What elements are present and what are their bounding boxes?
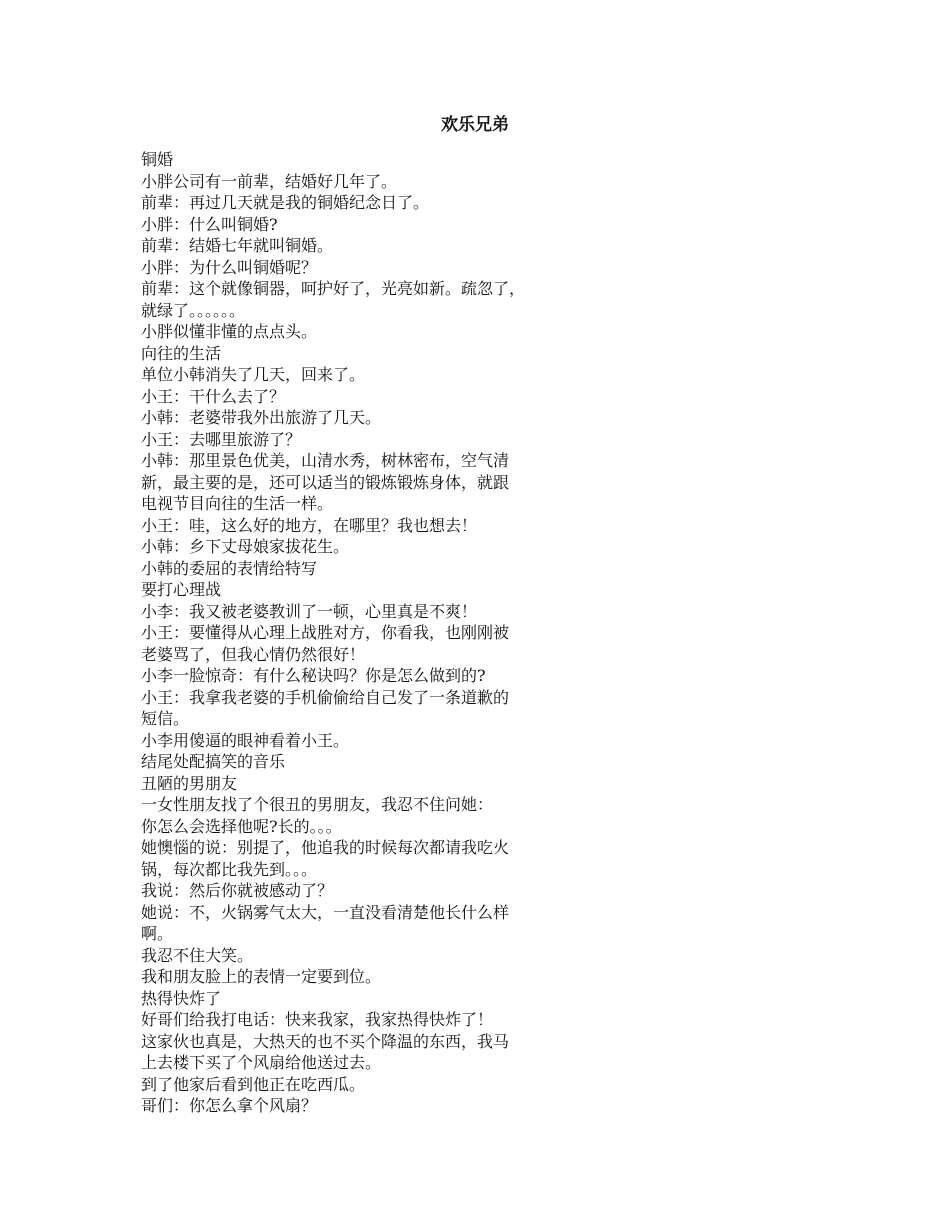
text-line: 前辈：结婚七年就叫铜婚。: [141, 236, 334, 255]
text-line: 小韩：老婆带我外出旅游了几天。: [141, 408, 382, 427]
text-line: 小王：哇，这么好的地方，在哪里？我也想去！: [141, 515, 478, 535]
text-line: 小李：我又被老婆教训了一顿，心里真是不爽！: [141, 601, 478, 621]
text-line: 她说：不，火锅雾气太大，一直没看清楚他长什么样: [141, 902, 510, 922]
text-line: 你怎么会选择他呢?长的。。。: [141, 816, 342, 836]
text-line: 新，最主要的是，还可以适当的锻炼锻炼身体，就跟: [141, 472, 510, 492]
text-line: 前辈：这个就像铜器，呵护好了，光亮如新。疏忽了，: [141, 279, 526, 298]
text-line: 小胖似懂非懂的点点头。: [141, 322, 318, 341]
text-line: 小王：干什么去了？: [141, 386, 286, 406]
text-line: 小李一脸惊奇：有什么秘诀吗？你是怎么做到的?: [141, 666, 486, 685]
text-line: 小韩的委屈的表情给特写: [141, 558, 318, 578]
text-line: 哥们：你怎么拿个风扇？: [141, 1096, 318, 1115]
text-line: 她懊惱的说：别提了，他追我的时候每次都请我吃火: [141, 838, 510, 857]
text-line: 电视节目向往的生活一样。: [141, 494, 334, 513]
text-line: 小胖公司有一前辈，结婚好几年了。: [141, 171, 398, 191]
text-line: 上去楼下买了个风扇给他送过去。: [141, 1053, 382, 1072]
text-line: 丑陋的男朋友: [141, 773, 238, 793]
text-line: 小王：我拿我老婆的手机偷偷给自己发了一条道歉的: [141, 687, 510, 707]
text-line: 锅，每次都比我先到。。。: [141, 859, 318, 879]
text-line: 铜婚: [141, 150, 174, 169]
text-line: 小韩：乡下丈母娘家拔花生。: [141, 537, 350, 556]
text-line: 小王：去哪里旅游了？: [141, 429, 302, 449]
document-title: 欢乐兄弟: [441, 115, 509, 135]
text-line: 小韩：那里景色优美，山清水秀，树林密布，空气清: [141, 451, 510, 470]
text-line: 小王：要懂得从心理上战胜对方，你看我，也刚刚被: [141, 623, 510, 642]
text-line: 啊。: [141, 924, 174, 943]
document-body: [141, 149, 581, 1117]
text-line: 就绿了。。。。。。: [141, 300, 246, 320]
text-line: 短信。: [141, 709, 190, 728]
text-line: 单位小韩消失了几天，回来了。: [141, 365, 366, 384]
text-line: 老婆骂了，但我心情仍然很好！: [141, 644, 366, 664]
text-line: 前辈：再过几天就是我的铜婚纪念日了。: [141, 193, 430, 212]
text-line: 小胖：为什么叫铜婚呢？: [141, 257, 318, 277]
text-line: 要打心理战: [141, 580, 222, 599]
text-line: 热得快炸了: [141, 988, 222, 1008]
text-line: 这家伙也真是，大热天的也不买个降温的东西，我马: [141, 1031, 510, 1051]
text-line: 我和朋友脸上的表情一定要到位。: [141, 967, 382, 986]
text-line: 小胖：什么叫铜婚?: [141, 214, 278, 234]
text-line: 到了他家后看到他正在吃西瓜。: [141, 1074, 366, 1094]
text-line: 我说：然后你就被感动了？: [141, 881, 334, 900]
text-line: 我忍不住大笑。: [141, 945, 254, 965]
text-line: 小李用傻逼的眼神看着小王。: [141, 730, 350, 750]
text-line: 向往的生活: [141, 343, 222, 363]
text-line: 好哥们给我打电话：快来我家，我家热得快炸了！: [141, 1010, 494, 1029]
text-line: 结尾处配搞笑的音乐: [141, 752, 286, 771]
text-line: 一女性朋友找了个很丑的男朋友，我忍不住问她：: [141, 795, 494, 814]
